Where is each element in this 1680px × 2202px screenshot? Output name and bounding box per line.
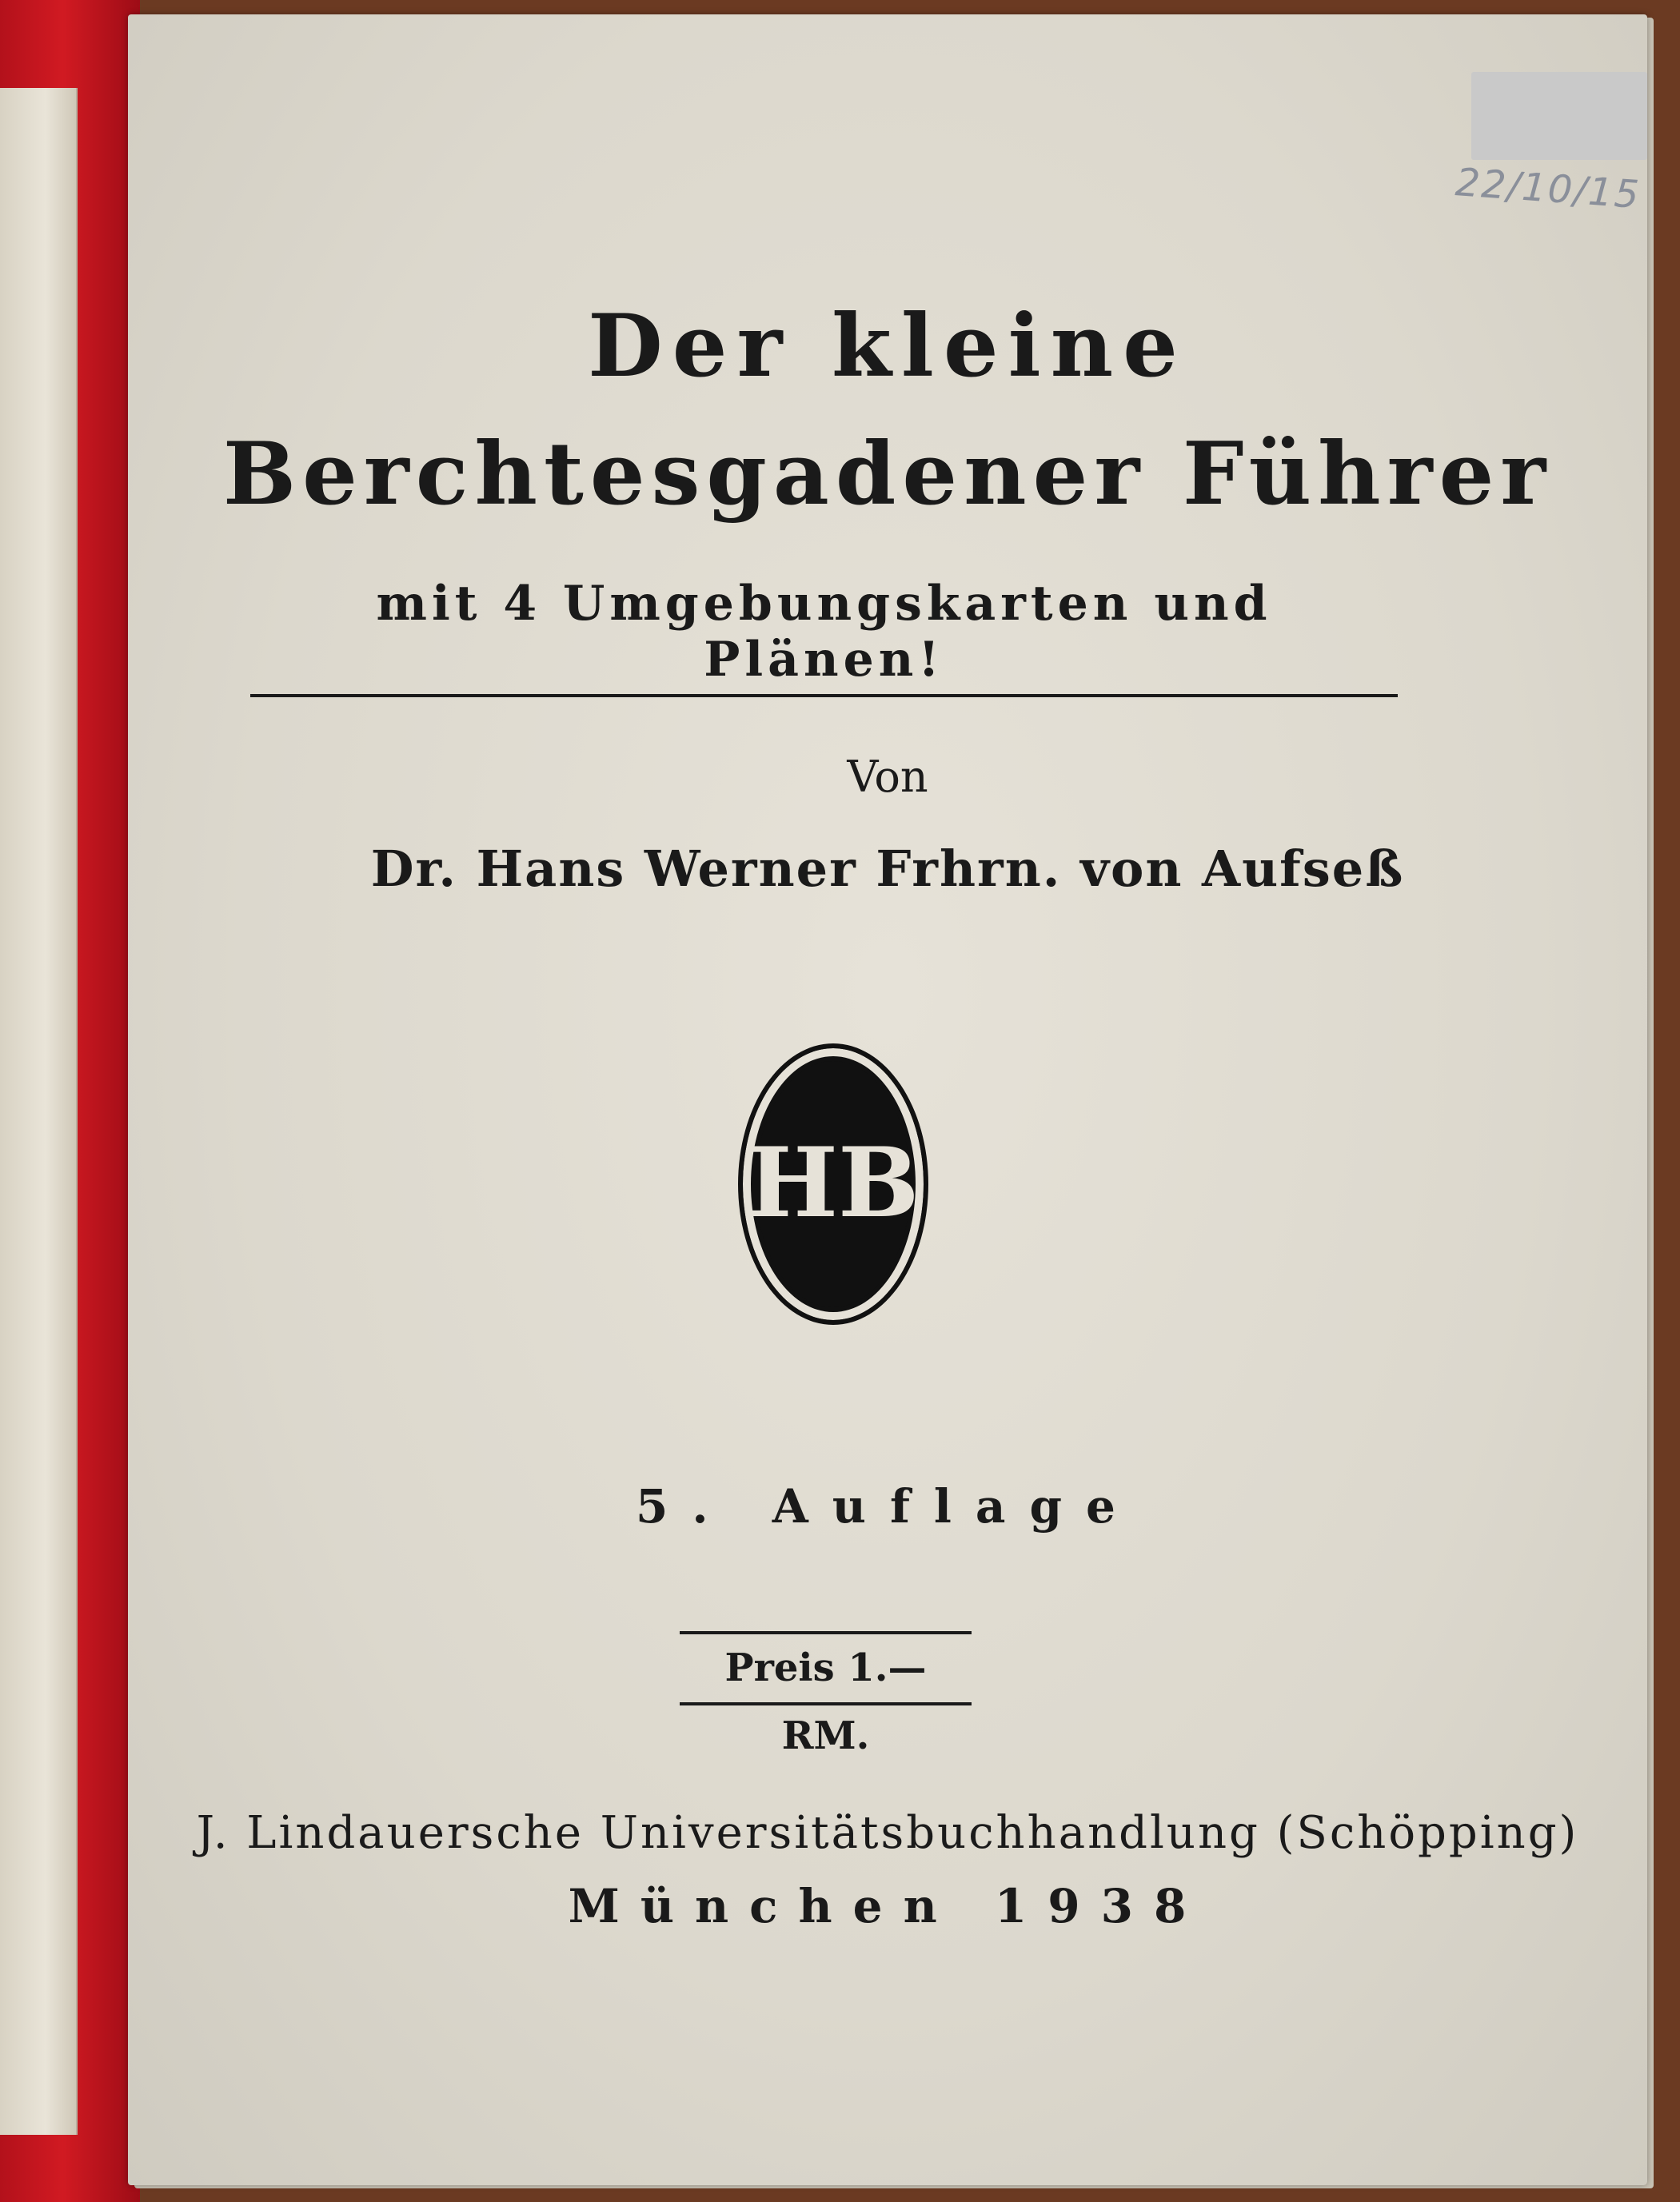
title-line-2: Berchtesgadener Führer <box>222 424 1553 525</box>
city-year: München 1938 <box>568 1879 1207 1933</box>
pencil-note: 22/10/15 <box>1454 160 1642 218</box>
left-flap-page <box>0 88 78 2135</box>
edition: 5. Auflage <box>636 1479 1139 1534</box>
subtitle: mit 4 Umgebungskarten und Plänen! <box>250 576 1398 697</box>
author-name: Dr. Hans Werner Frhrn. von Aufseß <box>370 840 1405 898</box>
price: Preis 1.— RM. <box>680 1631 972 1705</box>
logo-monogram-text: HB <box>747 1127 920 1239</box>
publisher-logo-icon <box>738 1043 928 1325</box>
title-line-1: Der kleine <box>588 296 1187 397</box>
publisher: J. Lindauersche Universitätsbuchhandlung (Schöpping) <box>196 1807 1579 1859</box>
publisher-monogram-icon <box>743 1048 924 1320</box>
by-label: Von <box>847 752 928 802</box>
redacted-sticker <box>1471 72 1647 160</box>
